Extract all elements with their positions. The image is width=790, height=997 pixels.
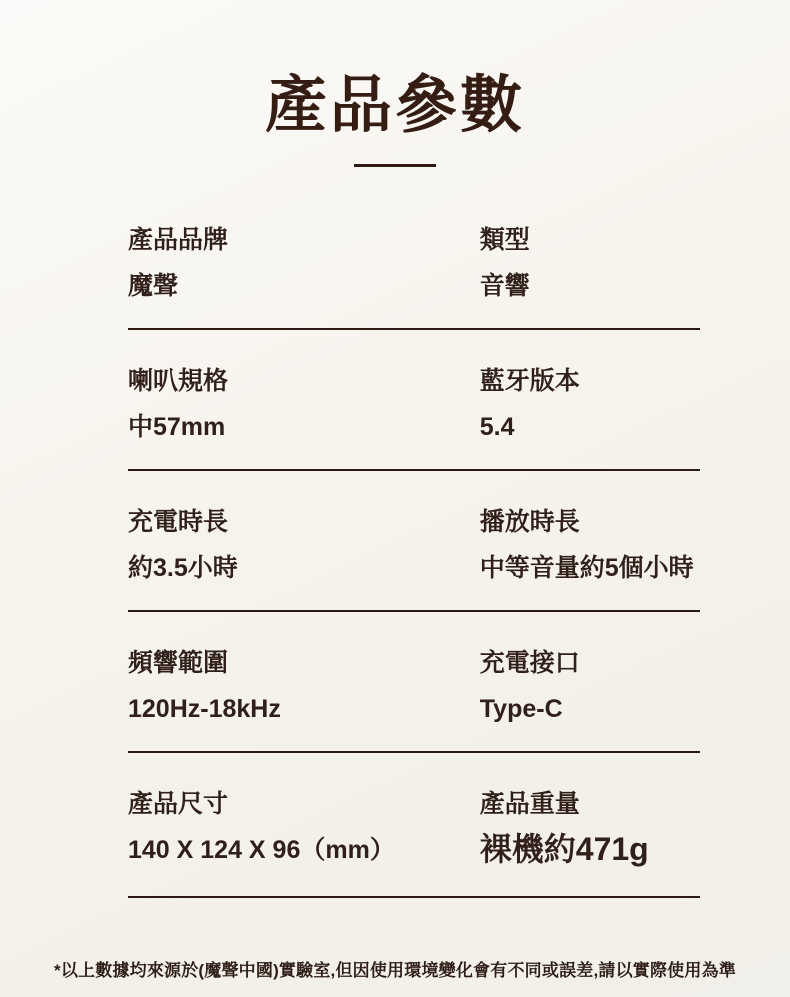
spec-label-type: 類型: [479, 226, 530, 255]
spec-label-weight: 產品重量: [479, 790, 580, 819]
spec-row-brand-type: [128, 225, 700, 330]
spec-label-charge-port: 充電接口: [479, 649, 580, 678]
spec-cell-speaker-size: [128, 366, 480, 442]
spec-label-dimensions: 產品尺寸: [128, 790, 229, 819]
spec-value-speaker-size: 中57mm: [128, 413, 226, 442]
spec-value-frequency-range: 120Hz-18kHz: [128, 695, 281, 724]
spec-row-size-weight: [128, 753, 700, 897]
spec-value-charge-port: Type-C: [479, 695, 563, 724]
spec-label-bluetooth-version: 藍牙版本: [479, 367, 580, 396]
spec-value-charge-time: 約3.5小時: [128, 554, 238, 583]
title-underline: [354, 164, 436, 167]
spec-value-weight: 裸機約471g: [479, 831, 649, 868]
spec-value-brand: 魔聲: [128, 272, 179, 301]
spec-cell-brand: [128, 225, 480, 301]
spec-cell-charge-time: [128, 507, 480, 583]
spec-value-bluetooth-version: 5.4: [479, 413, 515, 442]
spec-value-type: 音響: [479, 272, 530, 301]
spec-label-frequency-range: 頻響範圍: [128, 649, 229, 678]
spec-label-brand: 產品品牌: [128, 226, 229, 255]
spec-cell-type: [480, 225, 700, 301]
spec-label-playback-time: 播放時長: [479, 508, 580, 537]
spec-value-playback-time: 中等音量約5個小時: [479, 554, 694, 583]
spec-row-charge-playback: [128, 471, 700, 612]
page-title: 產品參數: [264, 71, 525, 140]
spec-row-speaker-bluetooth: [128, 330, 700, 471]
spec-table: [128, 225, 700, 897]
spec-cell-playback-time: [480, 507, 700, 583]
spec-value-dimensions: 140 X 124 X 96（mm）: [128, 836, 395, 865]
spec-cell-weight: [480, 789, 700, 868]
spec-label-speaker-size: 喇叭規格: [128, 367, 229, 396]
footnote: *以上數據均來源於(魔聲中國)實驗室,但因使用環境變化會有不同或誤差,請以實際使用為準: [54, 960, 736, 980]
spec-cell-charge-port: [480, 648, 700, 724]
spec-cell-dimensions: [128, 789, 480, 868]
spec-label-charge-time: 充電時長: [128, 508, 229, 537]
spec-cell-bluetooth-version: [480, 366, 700, 442]
spec-cell-frequency-range: [128, 648, 480, 724]
spec-row-frequency-port: [128, 612, 700, 753]
